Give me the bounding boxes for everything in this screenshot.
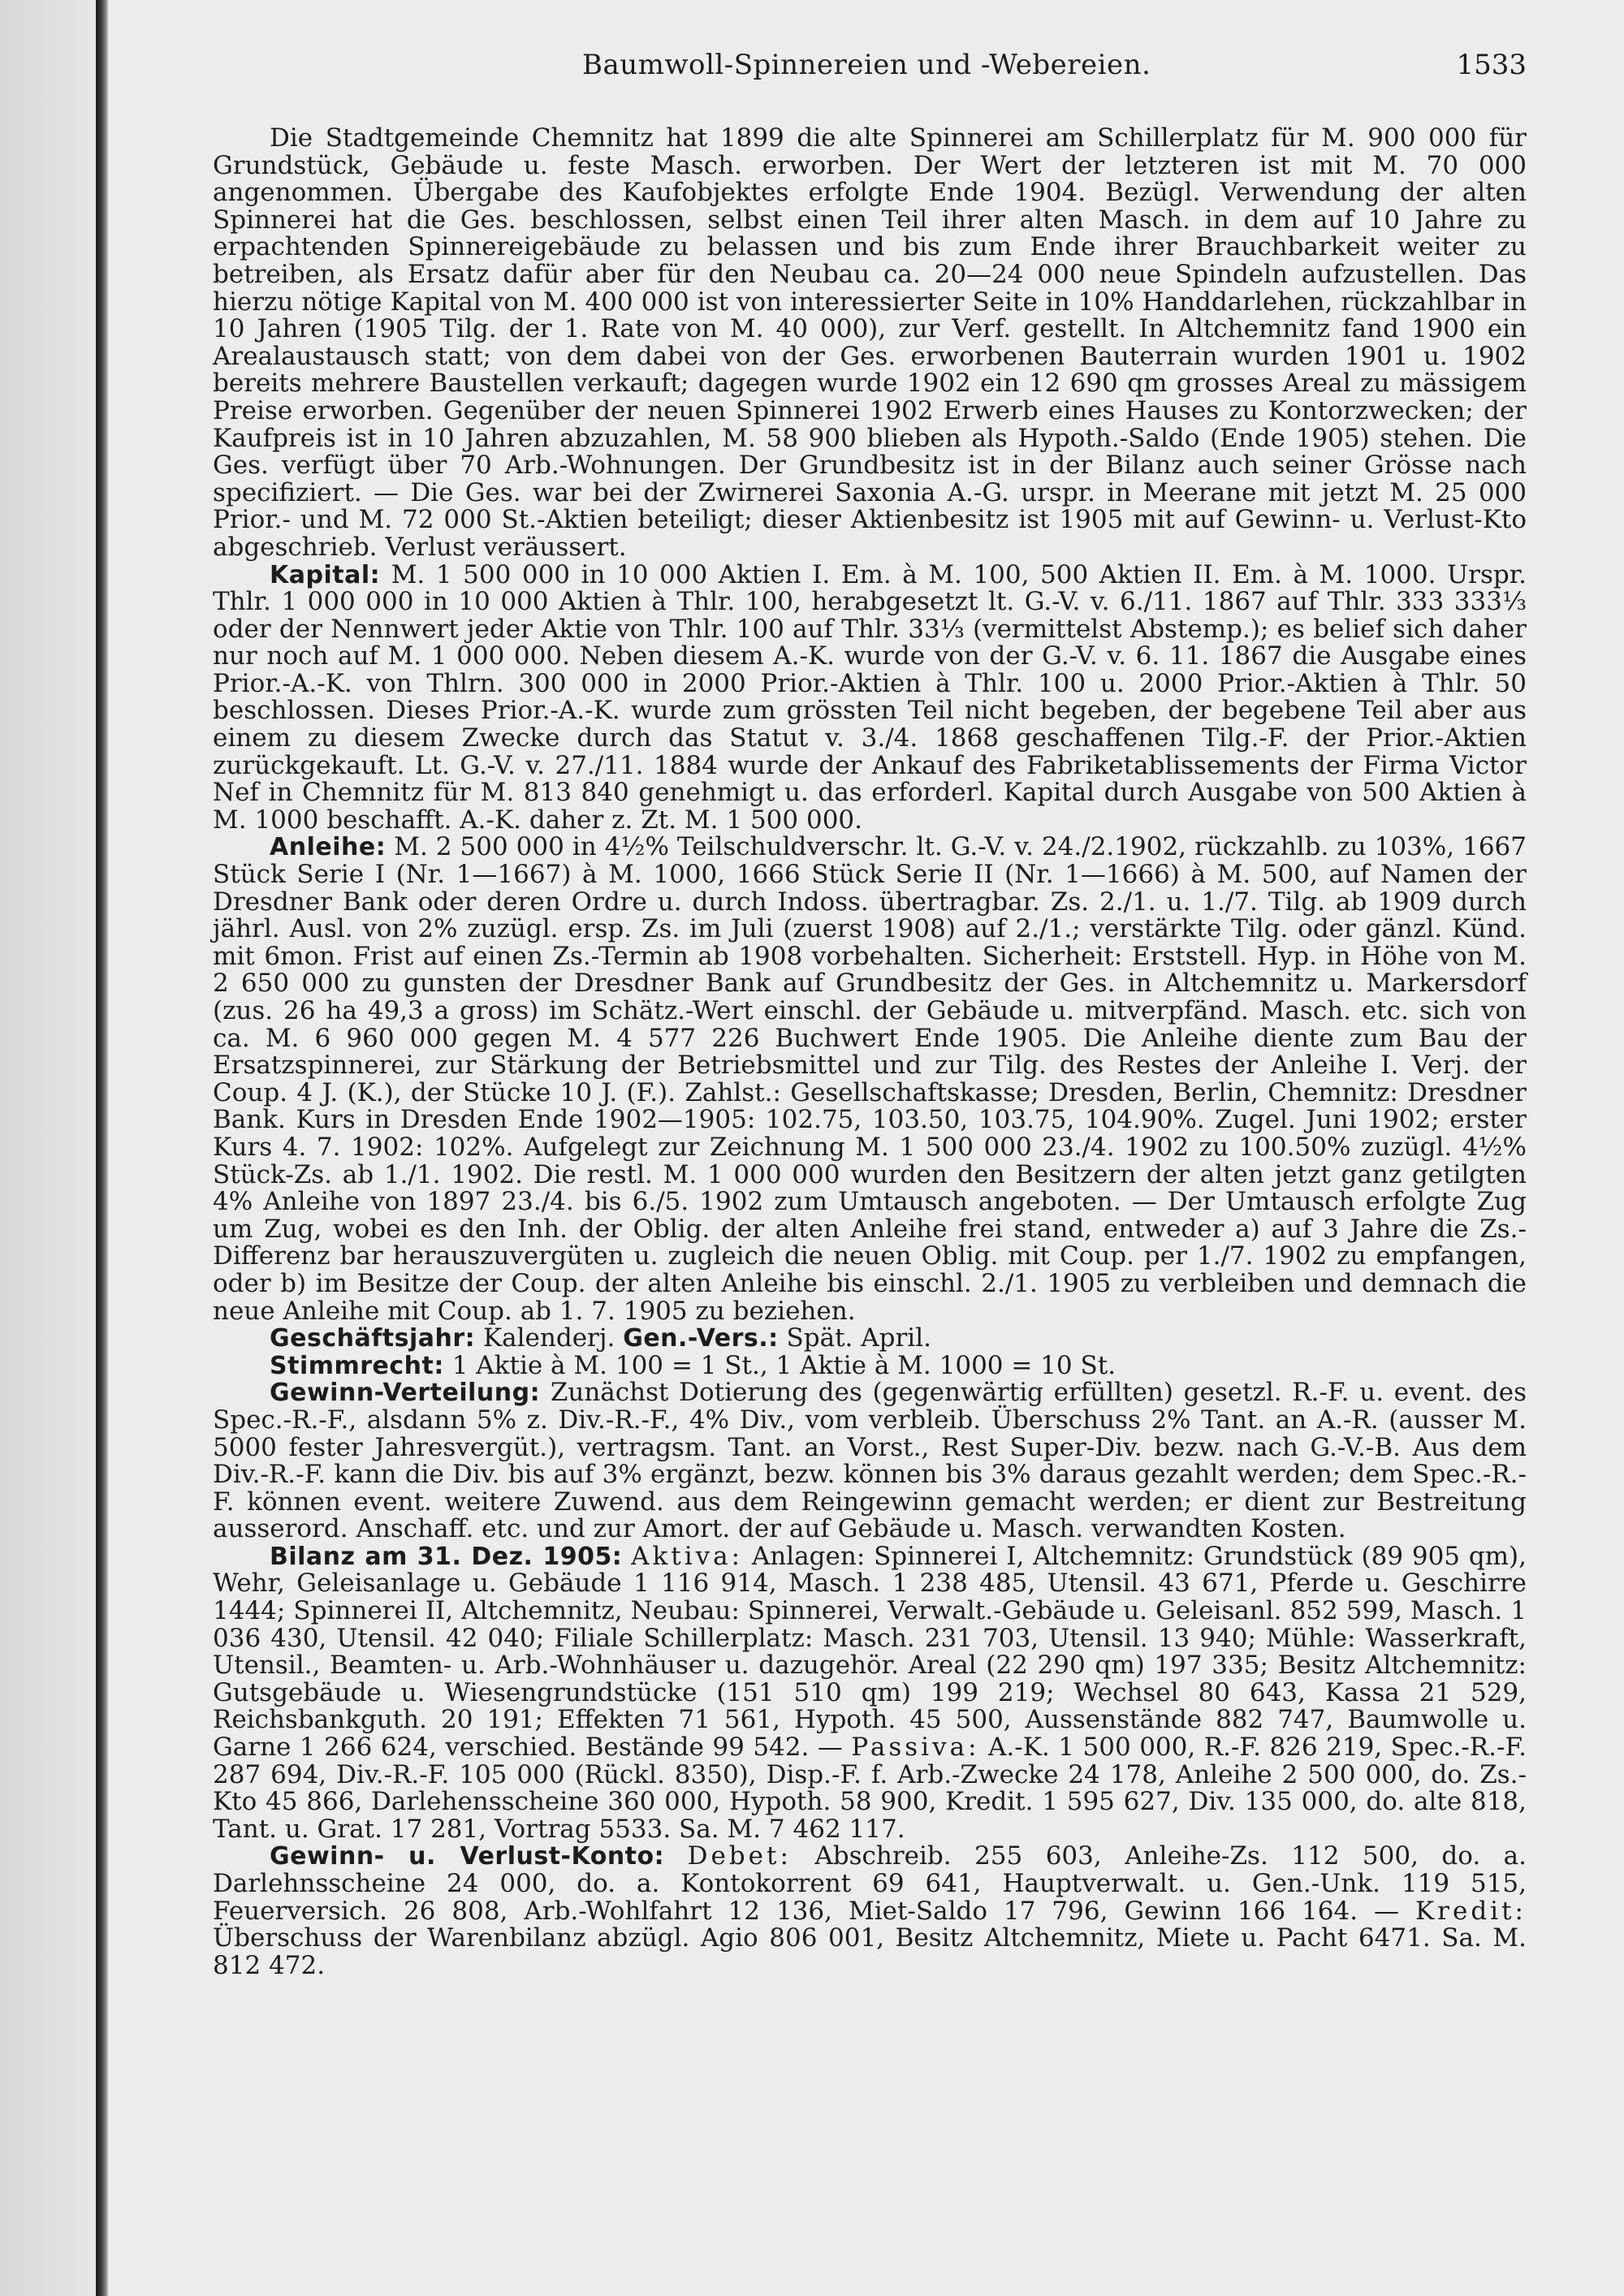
section-text-gen-vers: Spät. April.: [786, 1323, 931, 1353]
page-header: [213, 49, 1527, 84]
section-heading: Gewinn- u. Verlust-Konto:: [270, 1842, 665, 1871]
article-body: [213, 125, 1527, 1979]
debet-text: Abschreib. 255 603, Anleihe-Zs. 112 500, do. a. Darlehnsscheine 24 000, do. a. Kontokorrent 69 641, Hauptverwalt. u. Gen.-Unk. 119 515, Feuerversich. 26 808, Arb.-Wohlfahrt 12 136, Miet-Saldo 17 796, Gewinn 166 164. —: [213, 1841, 1527, 1926]
section-text: M. 2 500 000 in 4½% Teilschuldverschr. lt. G.-V. v. 24./2.1902, rückzahlb. zu 103%, 1667 Stück Serie I (Nr. 1—1667) à M. 1000, 1666 Stück Serie II (Nr. 1—1666) à M. 500, auf Namen der Dresdner Bank oder deren Ordre u. durch Indoss. übertragbar. Zs. 2./1. u. 1./7. Tilg. ab 1909 durch jährl. Ausl. von 2% zuzügl. ersp. Zs. im Juli (zuerst 1908) auf 2./1.; verstärkte Tilg. oder gänzl. Künd. mit 6mon. Frist auf einen Zs.-Termin ab 1908 vorbehalten. Sicherheit: Erststell. Hyp. in Höhe von M. 2 650 000 zu gunsten der Dresdner Bank auf Grundbesitz der Ges. in Altchemnitz u. Markersdorf (zus. 26 ha 49,3 a gross) im Schätz.-Wert einschl. der Gebäude u. mitverpfänd. Masch. etc. sich von ca. M. 6 960 000 gegen M. 4 577 226 Buchwert Ende 1905. Die Anleihe diente zum Bau der Ersatzspinnerei, zur Stärkung der Betriebsmittel und zur Tilg. des Restes der Anleihe I. Verj. der Coup. 4 J. (K.), der Stücke 10 J. (F.). Zahlst.: Gesellschaftskasse; Dresden, Berlin, Chemnitz: Dresdner Bank. Kurs in Dresden Ende 1902—1905: 102.75, 103.50, 103.75, 104.90%. Zugel. Juni 1902; erster Kurs 4. 7. 1902: 102%. Aufgelegt zur Zeichnung M. 1 500 000 23./4. 1902 zu 100.50% zuzügl. 4½% Stück-Zs. ab 1./1. 1902. Die restl. M. 1 000 000 wurden den Besitzern der alten jetzt ganz getilgten 4% Anleihe von 1897 23./4. bis 6./5. 1902 zum Umtausch angeboten. — Der Umtausch erfolgte Zug um Zug, wobei es den Inh. der Oblig. der alten Anleihe frei stand, entweder a) auf 3 Jahre die Zs.-Differenz bar herauszuvergüten u. zugleich die neuen Oblig. mit Coup. per 1./7. 1902 zu empfangen, oder b) im Besitze der Coup. der alten Anleihe bis einschl. 2./1. 1905 zu verbleiben und demnach die neue Anleihe mit Coup. ab 1. 7. 1905 zu beziehen.: [213, 832, 1527, 1326]
section-geschaeftsjahr: [213, 1325, 1527, 1353]
section-text: Kalenderj.: [483, 1323, 615, 1353]
passiva-text: A.-K. 1 500 000, R.-F. 826 219, Spec.-R.-F. 287 694, Div.-R.-F. 105 000 (Rückl. 8350), Disp.-F. f. Arb.-Zwecke 24 178, Anleihe 2 500 000, do. Zs.-Kto 45 866, Darlehensscheine 360 000, Hypoth. 58 900, Kredit. 1 595 627, Div. 135 000, do. alte 818, Tant. u. Grat. 17 281, Vortrag 5533. Sa. M. 7 462 117.: [213, 1733, 1527, 1844]
section-text: Zunächst Dotierung des (gegenwärtig erfüllten) gesetzl. R.-F. u. event. des Spec.-R.-F., alsdann 5% z. Div.-R.-F., 4% Div., vom verbleib. Überschuss 2% Tant. an A.-R. (ausser M. 5000 fester Jahresvergüt.), vertragsm. Tant. an Vorst., Rest Super-Div. bezw. nach G.-V.-B. Aus dem Div.-R.-F. kann die Div. bis auf 3% ergänzt, bezw. können bis 3% daraus gezahlt werden; dem Spec.-R.-F. können event. weitere Zuwend. aus dem Reingewinn gemacht werden; er dient zur Bestreitung ausserord. Anschaff. etc. und zur Amort. der auf Gebäude u. Masch. verwandten Kosten.: [213, 1378, 1527, 1544]
passiva-label: Passiva:: [851, 1733, 980, 1763]
document-page: [213, 49, 1527, 1979]
intro-paragraph: Die Stadtgemeinde Chemnitz hat 1899 die alte Spinnerei am Schillerplatz für M. 900 000 für Grundstück, Gebäude u. feste Masch. erworben. Der Wert der letzteren ist mit M. 70 000 angenommen. Übergabe des Kaufobjektes erfolgte Ende 1904. Bezügl. Verwendung der alten Spinnerei hat die Ges. beschlossen, selbst einen Teil ihrer alten Masch. in dem auf 10 Jahre zu erpachtenden Spinnereigebäude zu belassen und bis zum Ende ihrer Brauchbarkeit weiter zu betreiben, als Ersatz dafür aber für den Neubau ca. 20—24 000 neue Spindeln aufzustellen. Das hierzu nötige Kapital von M. 400 000 ist von interessierter Seite in 10% Handdarlehen, rückzahlbar in 10 Jahren (1905 Tilg. der 1. Rate von M. 40 000), zur Verf. gestellt. In Altchemnitz fand 1900 ein Arealaustausch statt; von dem dabei von der Ges. erworbenen Bauterrain wurden 1901 u. 1902 bereits mehrere Baustellen verkauft; dagegen wurde 1902 ein 12 690 qm grosses Areal zu mässigem Preise erworben. Gegenüber der neuen Spinnerei 1902 Erwerb eines Hauses zu Kontorzwecken; der Kaufpreis ist in 10 Jahren abzuzahlen, M. 58 900 blieben als Hypoth.-Saldo (Ende 1905) stehen. Die Ges. verfügt über 70 Arb.-Wohnungen. Der Grundbesitz ist in der Bilanz auch seiner Grösse nach specifiziert. — Die Ges. war bei der Zwirnerei Saxonia A.-G. urspr. in Meerane mit jetzt M. 25 000 Prior.- und M. 72 000 St.-Aktien beteiligt; dieser Aktienbesitz ist 1905 mit auf Gewinn- u. Verlust-Kto abgeschrieb. Verlust veräussert.: [213, 123, 1527, 562]
section-kapital: [213, 559, 1527, 835]
section-anleihe: [213, 834, 1527, 1325]
page-binding-edge: [96, 0, 109, 2296]
section-heading: Kapital:: [270, 560, 381, 589]
kredit-text: Überschuss der Warenbilanz abzügl. Agio 806 001, Besitz Altchemnitz, Miete u. Pacht 6471. Sa. M. 812 472.: [213, 1923, 1527, 1980]
section-heading: Anleihe:: [270, 833, 387, 862]
aktiva-text: Anlagen: Spinnerei I, Altchemnitz: Grundstück (89 905 qm), Wehr, Geleisanlage u. Gebäude 1 116 914, Masch. 1 238 485, Utensil. 43 671, Pferde u. Geschirre 1444; Spinnerei II, Altchemnitz, Neubau: Spinnerei, Verwalt.-Gebäude u. Geleisanl. 852 599, Masch. 1 036 430, Utensil. 42 040; Filiale Schillerplatz: Masch. 231 703, Utensil. 13 940; Mühle: Wasserkraft, Utensil., Beamten- u. Arb.-Wohnhäuser u. dazugehör. Areal (22 290 qm) 197 335; Besitz Altchemnitz: Gutsgebäude u. Wiesengrundstücke (151 510 qm) 199 219; Wechsel 80 643, Kassa 21 529, Reichsbankguth. 20 191; Effekten 71 561, Hypoth. 45 500, Aussenstände 882 747, Baumwolle u. Garne 1 266 624, verschied. Bestände 99 542. —: [213, 1541, 1527, 1763]
section-heading: Geschäftsjahr:: [270, 1324, 476, 1353]
section-gewinn-verlust: [213, 1843, 1527, 1979]
page-gutter-shadow: [0, 0, 96, 2296]
section-text: 1 Aktie à M. 100 = 1 St., 1 Aktie à M. 1000 = 10 St.: [451, 1350, 1116, 1380]
section-text: M. 1 500 000 in 10 000 Aktien I. Em. à M. 100, 500 Aktien II. Em. à M. 1000. Urspr. Thlr. 1 000 000 in 10 000 Aktien à Thlr. 100, herabgesetzt lt. G.-V. v. 6./11. 1867 auf Thlr. 333 333⅓ oder der Nennwert jeder Aktie von Thlr. 100 auf Thlr. 33⅓ (vermittelst Abstemp.); es belief sich daher nur noch auf M. 1 000 000. Neben diesem A.-K. wurde von der G.-V. v. 6. 11. 1867 die Ausgabe eines Prior.-A.-K. von Thlrn. 300 000 in 2000 Prior.-Aktien à Thlr. 100 u. 2000 Prior.-Aktien à Thlr. 50 beschlossen. Dieses Prior.-A.-K. wurde zum grössten Teil nicht begeben, der begebene Teil aber aus einem zu diesem Zwecke durch das Statut v. 3./4. 1868 geschaffenen Tilg.-F. der Prior.-Aktien zurückgekauft. Lt. G.-V. v. 27./11. 1884 wurde der Ankauf des Fabriketablissements der Firma Victor Nef in Chemnitz für M. 813 840 genehmigt u. das erforderl. Kapital durch Ausgabe von 500 Aktien à M. 1000 beschafft. A.-K. daher z. Zt. M. 1 500 000.: [213, 559, 1527, 835]
section-gewinn-verteilung: [213, 1379, 1527, 1543]
kredit-label: Kredit:: [1415, 1896, 1527, 1926]
running-title: Baumwoll-Spinnereien und -Webereien.: [582, 49, 1151, 81]
section-stimmrecht: [213, 1350, 1527, 1380]
section-heading: Stimmrecht:: [270, 1351, 444, 1380]
section-bilanz: [213, 1543, 1527, 1844]
page-number: 1533: [1456, 49, 1527, 81]
section-heading: Gewinn-Verteilung:: [270, 1379, 541, 1408]
aktiva-label: Aktiva:: [631, 1541, 744, 1571]
debet-label: Debet:: [687, 1841, 792, 1871]
section-heading: Bilanz am 31. Dez. 1905:: [270, 1542, 623, 1571]
section-heading-gen-vers: Gen.-Vers.:: [623, 1324, 779, 1353]
